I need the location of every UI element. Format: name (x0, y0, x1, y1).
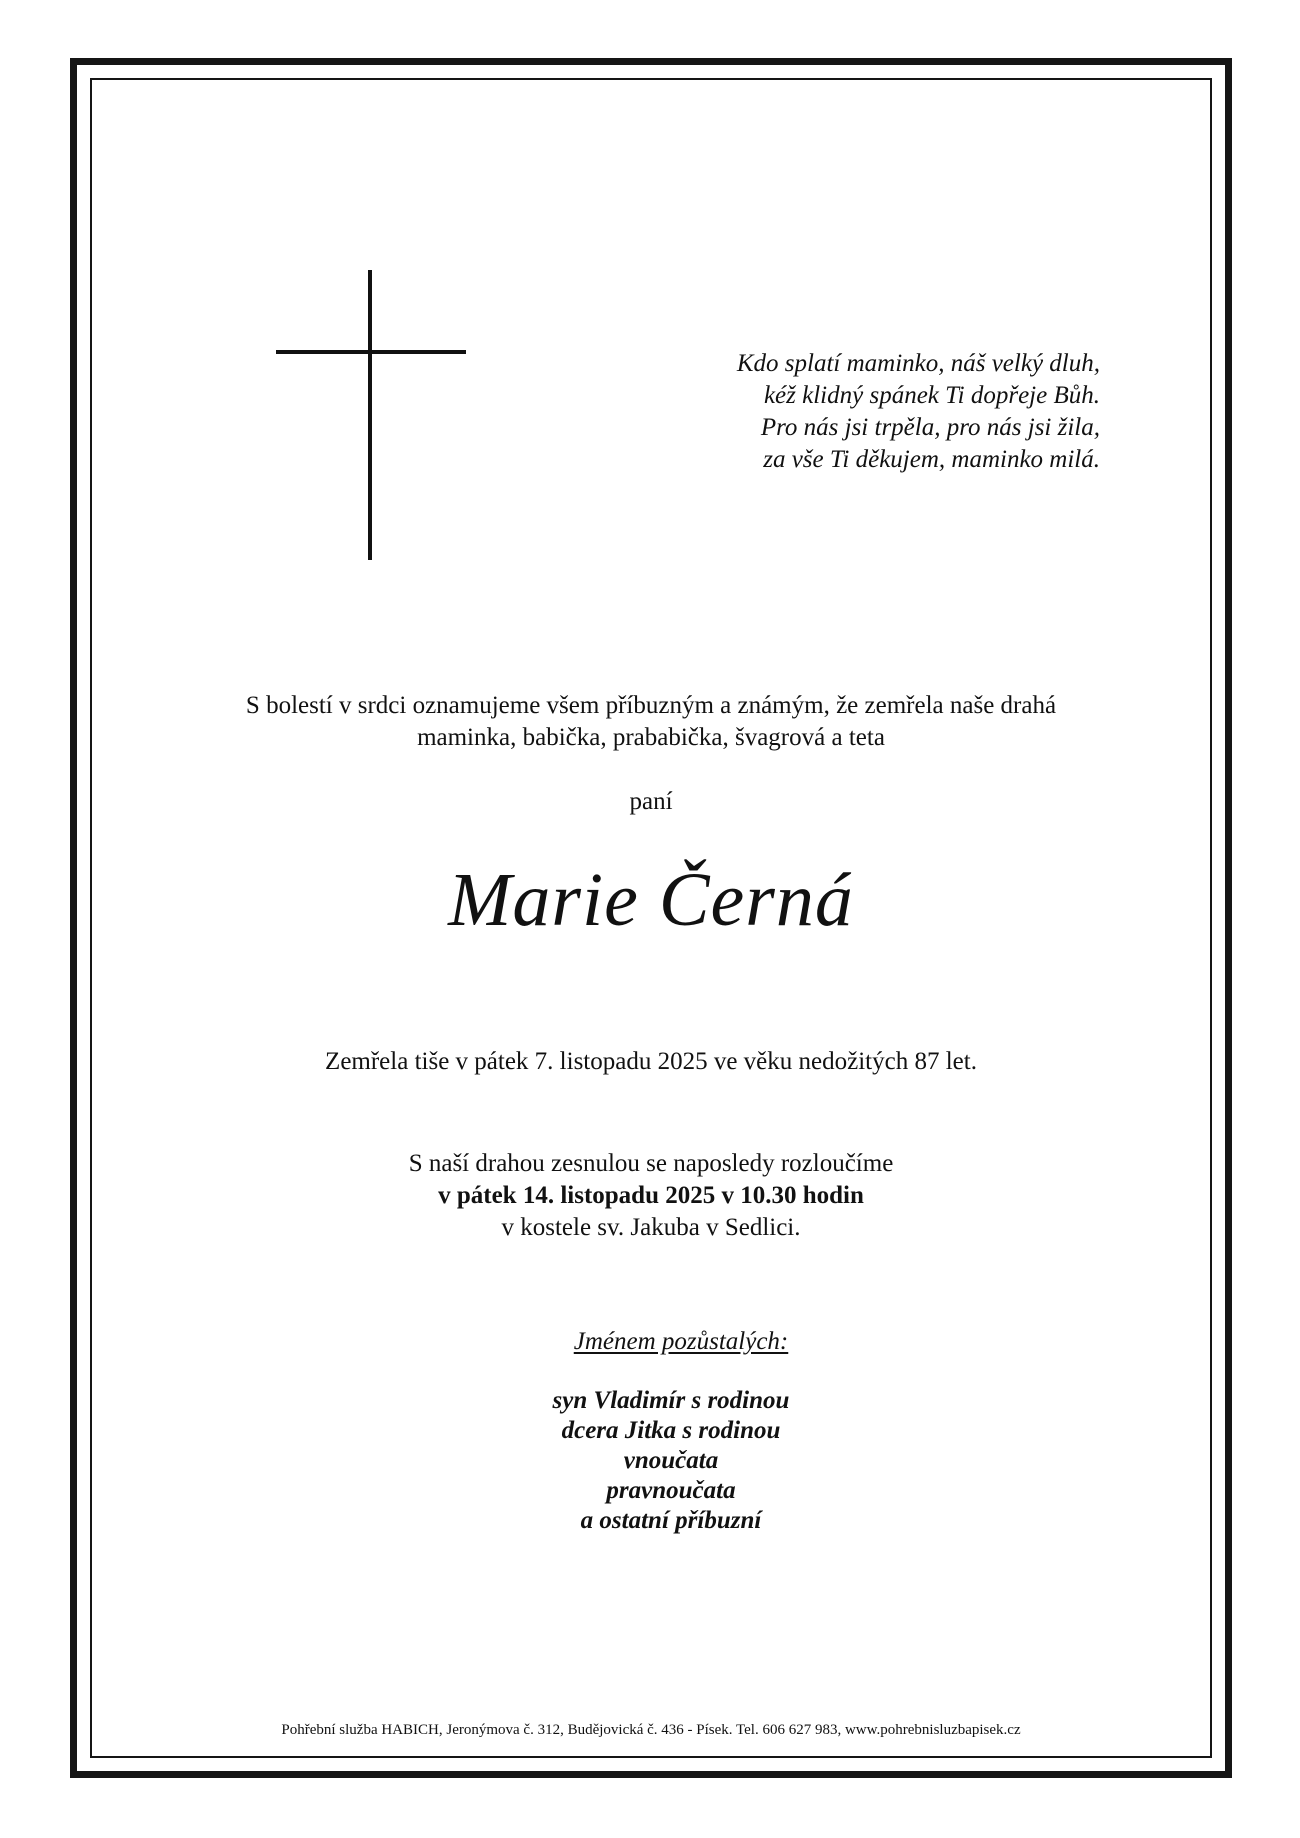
funeral-service-footer: Pohřební služba HABICH, Jeronýmova č. 312, Budějovická č. 436 - Písek. Tel. 606 627 983, www.pohrebnisluzbapisek.cz (281, 1722, 1021, 1738)
announcement (120, 690, 1182, 754)
poem-line: Pro nás jsi trpěla, pro nás jsi žila, (760, 414, 1100, 441)
mourners-heading-wrap (120, 1326, 1182, 1358)
cross-horizontal-bar (276, 350, 466, 354)
title-word: paní (629, 788, 673, 815)
cross-icon (276, 270, 466, 560)
farewell-info (120, 1148, 1182, 1244)
farewell-date-time: v pátek 14. listopadu 2025 v 10.30 hodin (438, 1182, 864, 1209)
mourner-item: a ostatní příbuzní (580, 1507, 762, 1534)
poem-line: kéž klidný spánek Ti dopřeje Bůh. (763, 382, 1100, 409)
mourner-item: dcera Jitka s rodinou (561, 1417, 781, 1444)
farewell-intro: S naší drahou zesnulou se naposledy rozloučíme (408, 1150, 894, 1177)
mourner-item: vnoučata (623, 1447, 719, 1474)
poem (640, 348, 1100, 476)
mourner-item: syn Vladimír s rodinou (552, 1387, 790, 1414)
mourners-heading: Jménem pozůstalých: (573, 1328, 789, 1355)
mourners-list (120, 1386, 1182, 1536)
mourner-item: pravnoučata (606, 1477, 736, 1504)
announcement-line: maminka, babička, prababička, švagrová a teta (417, 724, 885, 751)
deceased-name: Marie Černá (448, 858, 854, 942)
cross-vertical-bar (368, 270, 372, 560)
farewell-location: v kostele sv. Jakuba v Sedlici. (501, 1214, 801, 1241)
announcement-line: S bolestí v srdci oznamujeme všem příbuzným a známým, že zemřela naše drahá (245, 692, 1057, 719)
poem-line: za vše Ti děkujem, maminko milá. (763, 446, 1100, 473)
death-notice: Zemřela tiše v pátek 7. listopadu 2025 ve věku nedožitých 87 let. (325, 1048, 977, 1075)
poem-line: Kdo splatí maminko, náš velký dluh, (736, 350, 1100, 377)
